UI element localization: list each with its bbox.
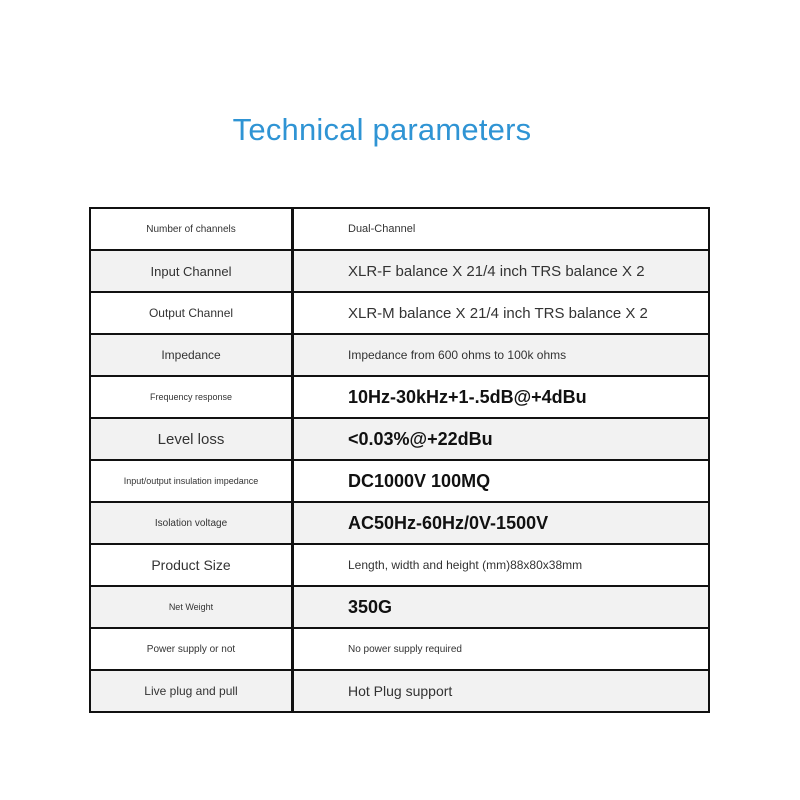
param-label: Power supply or not — [90, 628, 293, 670]
param-label: Level loss — [90, 418, 293, 460]
table-row — [90, 628, 709, 670]
table-row — [90, 460, 709, 502]
table-row — [90, 586, 709, 628]
param-label: Input Channel — [90, 250, 293, 292]
table-row — [90, 250, 709, 292]
param-value: 350G — [293, 586, 710, 628]
param-value: XLR-M balance X 21/4 inch TRS balance X 2 — [293, 292, 710, 334]
param-label: Net Weight — [90, 586, 293, 628]
table-row — [90, 334, 709, 376]
param-value: Dual-Channel — [293, 208, 710, 250]
table-row — [90, 292, 709, 334]
table-row — [90, 502, 709, 544]
param-label: Output Channel — [90, 292, 293, 334]
table-row — [90, 418, 709, 460]
param-value: Hot Plug support — [293, 670, 710, 712]
param-value: 10Hz-30kHz+1-.5dB@+4dBu — [293, 376, 710, 418]
table-row — [90, 670, 709, 712]
param-value: <0.03%@+22dBu — [293, 418, 710, 460]
param-label: Input/output insulation impedance — [90, 460, 293, 502]
table-row — [90, 376, 709, 418]
param-value: Length, width and height (mm)88x80x38mm — [293, 544, 710, 586]
param-label: Frequency response — [90, 376, 293, 418]
param-label: Impedance — [90, 334, 293, 376]
param-value: DC1000V 100MQ — [293, 460, 710, 502]
param-label: Live plug and pull — [90, 670, 293, 712]
table-row — [90, 544, 709, 586]
page-title: Technical parameters — [232, 112, 532, 147]
param-value: No power supply required — [293, 628, 710, 670]
param-value: AC50Hz-60Hz/0V-1500V — [293, 502, 710, 544]
param-value: Impedance from 600 ohms to 100k ohms — [293, 334, 710, 376]
param-label: Number of channels — [90, 208, 293, 250]
table-row — [90, 208, 709, 250]
param-value: XLR-F balance X 21/4 inch TRS balance X 2 — [293, 250, 710, 292]
param-label: Product Size — [90, 544, 293, 586]
param-label: Isolation voltage — [90, 502, 293, 544]
parameters-table — [89, 207, 710, 713]
